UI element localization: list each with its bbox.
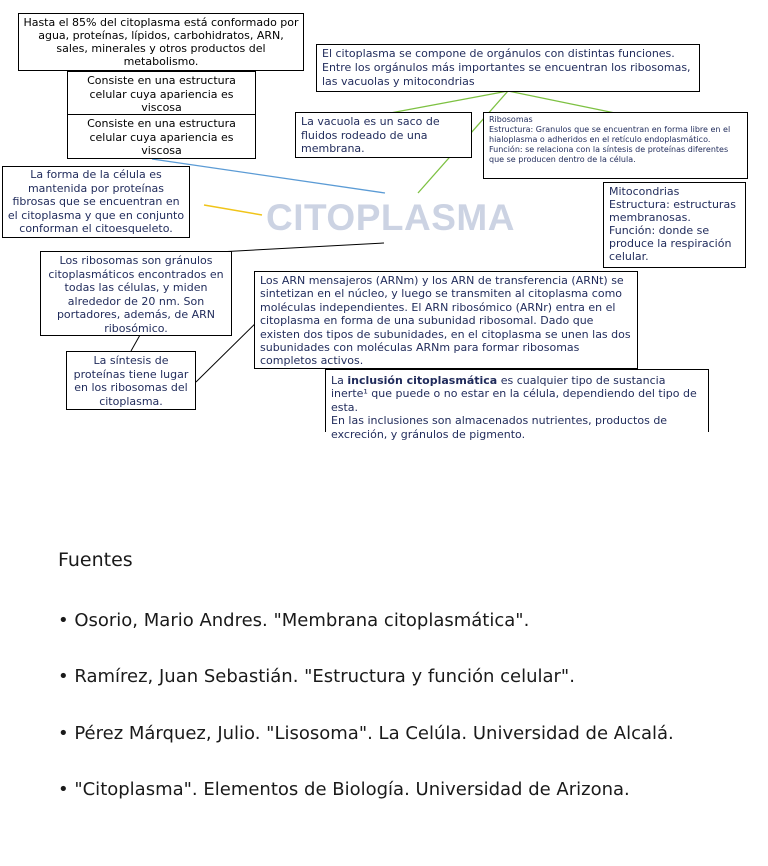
structure-box-1 bbox=[67, 71, 256, 116]
mitochondria-function: Función: donde se produce la respiración celular. bbox=[609, 224, 732, 263]
ribosomes-box bbox=[483, 112, 748, 179]
ribosome-granules-box bbox=[40, 251, 232, 336]
mitochondria-box bbox=[603, 182, 746, 268]
inclusion-box bbox=[325, 369, 709, 441]
ribosomes-structure: Estructura: Granulos que se encuentran en forma libre en el hialoplasma o adheridos en el retículo endoplasmático. bbox=[489, 125, 731, 144]
diagram-title: CITOPLASMA bbox=[266, 197, 515, 238]
protein-synthesis-box bbox=[66, 351, 196, 410]
mitochondria-structure: Estructura: estructuras membranosas. bbox=[609, 198, 736, 224]
inclusion-second-text: En las inclusiones son almacenados nutrientes, productos de excreción, y gránulos de pigmento. bbox=[331, 414, 668, 441]
black-connector-synthesis bbox=[131, 335, 140, 351]
source-item: • Osorio, Mario Andres. "Membrana citoplasmática". bbox=[58, 610, 530, 631]
inclusion-rest: es cualquier tipo de sustancia inerte¹ que puede o no estar en la célula, dependiendo del tipo de esta. bbox=[331, 374, 697, 414]
structure-text-2: Consiste en una estructura celular cuya apariencia es viscosa bbox=[87, 117, 236, 157]
cytoskeleton-box bbox=[2, 166, 190, 238]
rna-box bbox=[254, 271, 638, 369]
protein-synthesis-text: La síntesis de proteínas tiene lugar en los ribosomas del citoplasma. bbox=[73, 354, 189, 408]
inclusion-prefix: La bbox=[331, 374, 348, 387]
cytoskeleton-text: La forma de la célula es mantenida por proteínas fibrosas que se encuentran en el citoplasma y que en conjunto conforman el citoesqueleto. bbox=[7, 168, 185, 235]
ribosome-granules-text: Los ribosomas son gránulos citoplasmáticos encontrados en todas las células, y miden alrededor de 20 nm. Son portadores, además, de ARN ribosómico. bbox=[48, 254, 224, 335]
composition-text: Hasta el 85% del citoplasma está conformado por agua, proteínas, lípidos, carbohidratos, ARN, sales, minerales y otros productos del metabolismo. bbox=[23, 16, 299, 68]
organelles-box bbox=[316, 44, 700, 92]
ribosomes-title: Ribosomas bbox=[489, 115, 533, 124]
source-item: • Pérez Márquez, Julio. "Lisosoma". La Celúla. Universidad de Alcalá. bbox=[58, 723, 674, 744]
black-connector-title bbox=[218, 243, 384, 252]
green-connector-vacuole bbox=[385, 91, 508, 114]
structure-box-2 bbox=[67, 114, 256, 159]
inclusion-bold: inclusión citoplasmática bbox=[347, 374, 498, 387]
green-connector-ribosomes bbox=[508, 91, 615, 113]
source-item: • "Citoplasma". Elementos de Biología. Universidad de Arizona. bbox=[58, 779, 630, 800]
structure-text-1: Consiste en una estructura celular cuya apariencia es viscosa bbox=[87, 74, 236, 114]
inclusion-text bbox=[331, 374, 703, 414]
rna-text: Los ARN mensajeros (ARNm) y los ARN de transferencia (ARNt) se sintetizan en el núcleo, y luego se transmiten al citoplasma como moléculas independientes. El ARN ribosómico (ARNr) entra en el citoplasma en forma de una subunidad ribosomal. Dado que existen dos tipos de subunidades, en el citoplasma se unen las dos subunidades con moléculas ARNm para formar ribosomas completos activos. bbox=[260, 274, 631, 368]
ribosomes-function: Función: se relaciona con la síntesis de proteínas diferentes que se producen dentro de la célula. bbox=[489, 145, 729, 164]
yellow-connector bbox=[204, 205, 262, 215]
composition-box bbox=[18, 13, 304, 71]
organelles-text: El citoplasma se compone de orgánulos con distintas funciones. Entre los orgánulos más importantes se encuentran los ribosomas, las vacuolas y mitocondrias bbox=[322, 47, 691, 88]
vacuole-text: La vacuola es un saco de fluidos rodeado de una membrana. bbox=[301, 115, 440, 155]
mitochondria-title: Mitocondrias bbox=[609, 185, 680, 198]
source-item: • Ramírez, Juan Sebastián. "Estructura y función celular". bbox=[58, 666, 575, 687]
sources-heading: Fuentes bbox=[58, 549, 133, 571]
vacuole-box bbox=[295, 112, 472, 158]
